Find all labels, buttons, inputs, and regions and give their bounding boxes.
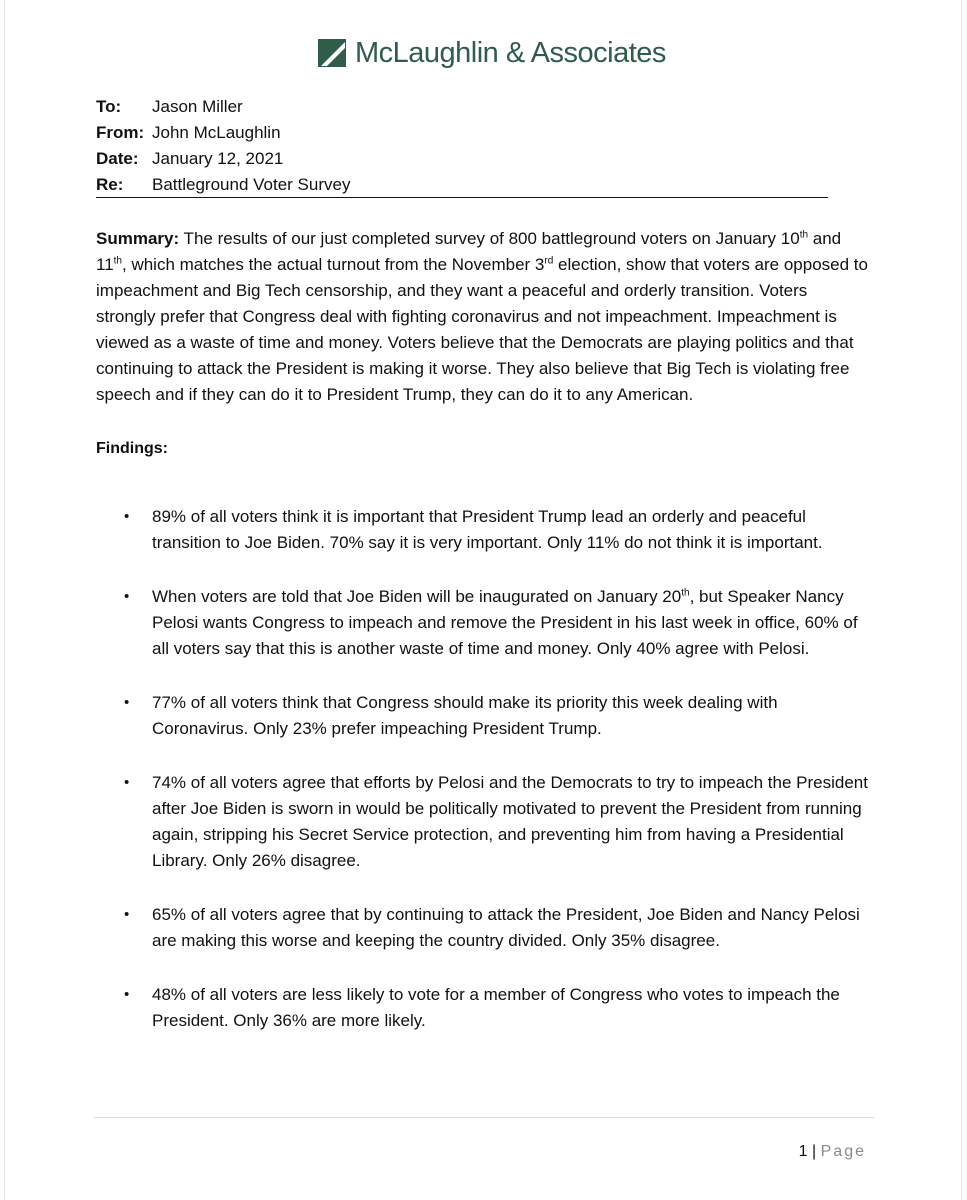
summary-text-1: The results of our just completed survey of 800 battleground voters on January 10	[179, 229, 800, 248]
summary-label: Summary:	[96, 229, 180, 248]
summary-sup-3: rd	[544, 255, 554, 267]
page-number	[799, 1141, 866, 1163]
memo-to-value: Jason Miller	[152, 97, 243, 116]
memo-from-label: From:	[96, 123, 145, 142]
bullet-icon: •	[124, 588, 130, 605]
summary-text-4: election, show that voters are opposed to impeachment and Big Tech censorship, and they want a peaceful and orderly transition. Voters strongly prefer that Congress deal with fighting coronavirus and not impeachment. Impeachment is viewed as a waste of time and money. Voters believe that the Democrats are playing politics and that continuing to attack the President is making it worse. They also believe that Big Tech is violating free speech and if they can do it to President Trump, they can do it to any American.	[96, 255, 868, 404]
memo-re-label: Re:	[96, 175, 124, 194]
memo-date-value: January 12, 2021	[152, 149, 284, 168]
memo-re-row	[96, 172, 828, 198]
bullet-icon: •	[124, 774, 130, 791]
finding-item	[96, 982, 868, 1034]
finding-item	[96, 902, 868, 954]
bullet-icon: •	[124, 508, 130, 525]
memo-to-label: To:	[96, 97, 122, 116]
memo-date-row	[96, 146, 828, 172]
bullet-icon: •	[124, 986, 130, 1003]
footer-divider	[94, 1117, 874, 1118]
company-name: McLaughlin & Associates	[355, 36, 666, 69]
finding-sup: th	[681, 587, 690, 599]
summary-text-3: , which matches the actual turnout from the November 3	[122, 255, 545, 274]
findings-list	[96, 504, 868, 1062]
finding-text: , but Speaker Nancy Pelosi wants Congress to impeach and remove the President in his last week in office, 60% of all voters say that this is another waste of time and money. Only 40% agree with Pelosi.	[152, 587, 858, 658]
bullet-icon: •	[124, 906, 130, 923]
finding-text: 77% of all voters think that Congress should make its priority this week dealing with Coronavirus. Only 23% prefer impeaching President Trump.	[152, 693, 778, 738]
memo-re-value: Battleground Voter Survey	[152, 175, 351, 194]
finding-item	[96, 770, 868, 874]
finding-item	[96, 584, 868, 662]
finding-text: 48% of all voters are less likely to vote for a member of Congress who votes to impeach the President. Only 36% are more likely.	[152, 985, 840, 1030]
summary-paragraph	[96, 226, 868, 408]
summary-text-2: and 11	[96, 229, 842, 274]
finding-text: When voters are told that Joe Biden will be inaugurated on January 20	[152, 587, 682, 606]
memo-from-row	[96, 120, 828, 146]
finding-item	[96, 690, 868, 742]
summary-sup-2: th	[113, 255, 122, 267]
findings-title: Findings:	[96, 440, 168, 457]
memo-from-value: John McLaughlin	[152, 123, 281, 142]
page-number-label: Page	[820, 1143, 866, 1160]
page-number-value: 1	[798, 1143, 808, 1160]
memo-header	[96, 94, 828, 198]
finding-text: 74% of all voters agree that efforts by Pelosi and the Democrats to try to impeach the President after Joe Biden is sworn in would be politically motivated to prevent the President from running again, stripping his Secret Service protection, and preventing him from having a Presidential Library. Only 26% disagree.	[152, 773, 868, 870]
page-number-separator: |	[807, 1143, 821, 1160]
summary-sup-1: th	[799, 229, 809, 241]
bullet-icon: •	[124, 694, 130, 711]
memo-to-row	[96, 94, 828, 120]
memo-date-label: Date:	[96, 149, 139, 168]
company-logo-icon	[318, 39, 346, 67]
finding-text: 89% of all voters think it is important that President Trump lead an orderly and peaceful transition to Joe Biden. 70% say it is very important. Only 11% do not think it is important.	[152, 507, 823, 552]
finding-text: 65% of all voters agree that by continuing to attack the President, Joe Biden and Nancy Pelosi are making this worse and keeping the country divided. Only 35% disagree.	[152, 905, 860, 950]
letterhead	[318, 36, 666, 70]
finding-item	[96, 504, 868, 556]
